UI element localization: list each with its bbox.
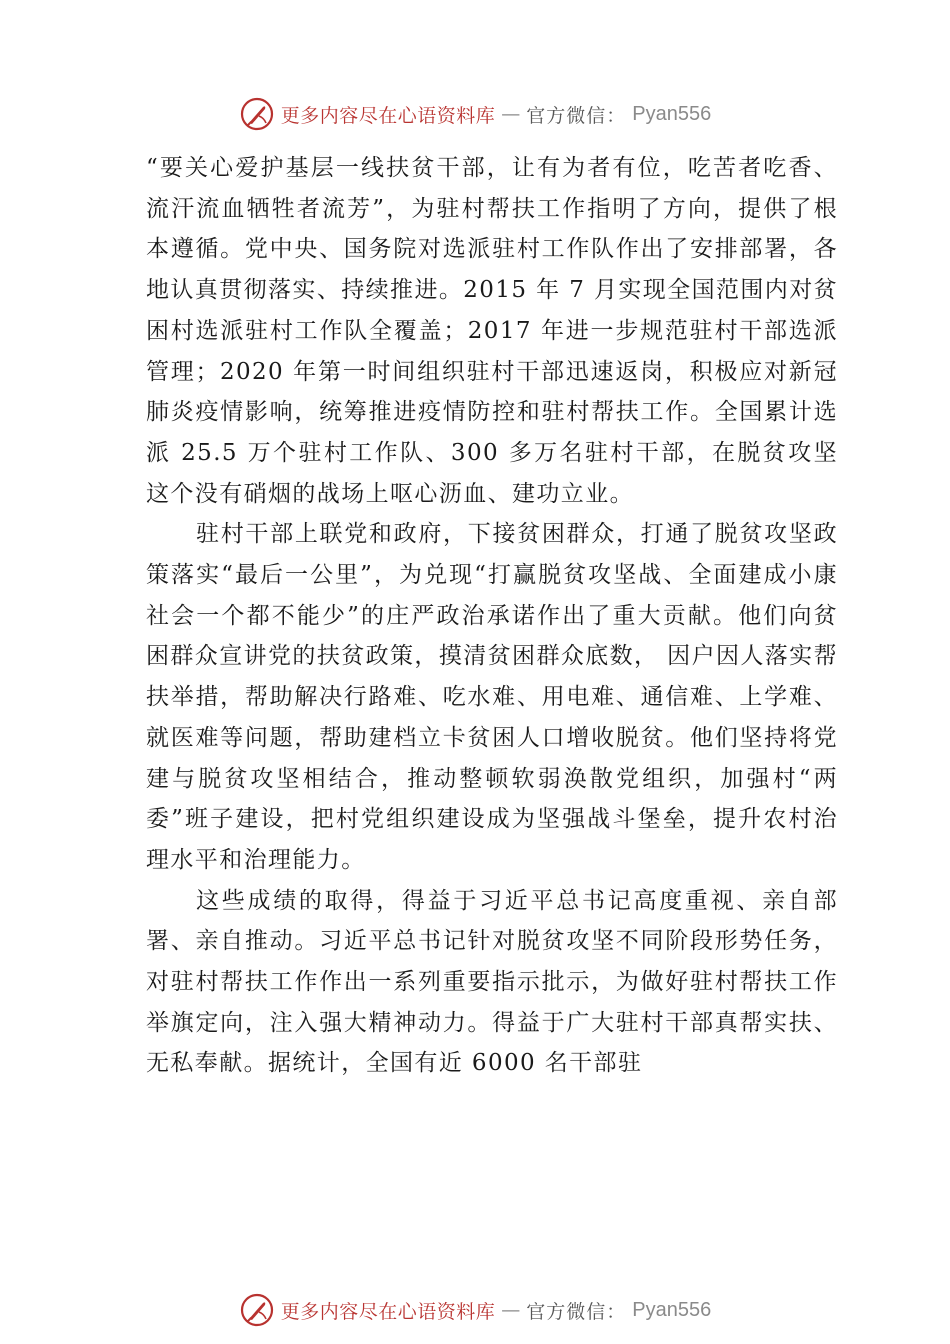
document-body [146, 148, 838, 1084]
header-dash: — [501, 103, 521, 125]
footer-account-id: Pyan556 [632, 1298, 712, 1321]
header-account-label: 官方微信： [526, 104, 627, 127]
footer-banner [0, 1290, 950, 1330]
quill-pen-circle-icon [239, 96, 275, 132]
header-account-id: Pyan556 [632, 102, 712, 125]
footer-slogan: 更多内容尽在心语资料库 [280, 1300, 496, 1323]
footer-dash: — [501, 1299, 521, 1321]
quill-pen-circle-icon [239, 1292, 275, 1328]
header-banner [0, 94, 950, 134]
footer-account-label: 官方微信： [526, 1300, 627, 1323]
paragraph-3: 这些成绩的取得，得益于习近平总书记高度重视、亲自部署、亲自推动。习近平总书记针对脱贫攻坚不同阶段形势任务，对驻村帮扶工作作出一系列重要指示批示，为做好驻村帮扶工作举旗定向，注入强大精神动力。得益于广大驻村干部真帮实扶、无私奉献。据统计，全国有近 6000 名干部驻 [146, 887, 838, 1077]
header-slogan: 更多内容尽在心语资料库 [280, 104, 496, 127]
paragraph-2: 驻村干部上联党和政府，下接贫困群众，打通了脱贫攻坚政策落实“最后一公里”，为兑现“打赢脱贫攻坚战、全面建成小康社会一个都不能少”的庄严政治承诺作出了重大贡献。他们向贫困群众宣讲党的扶贫政策，摸清贫困群众底数， 因户因人落实帮扶举措，帮助解决行路难、吃水难、用电难、通信难、上学难、就医难等问题，帮助建档立卡贫困人口增收脱贫。他们坚持将党建与脱贫攻坚相结合，推动整顿软弱涣散党组织，加强村“两委”班子建设，把村党组织建设成为坚强战斗堡垒，提升农村治理水平和治理能力。 [146, 521, 838, 873]
paragraph-1: “要关心爱护基层一线扶贫干部，让有为者有位，吃苦者吃香、流汗流血牺牲者流芳”，为驻村帮扶工作指明了方向，提供了根本遵循。党中央、国务院对选派驻村工作队作出了安排部署，各地认真贯彻落实、持续推进。2015 年 7 月实现全国范围内对贫困村选派驻村工作队全覆盖；2017 年进一步规范驻村干部选派管理；2020 年第一时间组织驻村干部迅速返岗，积极应对新冠肺炎疫情影响，统筹推进疫情防控和驻村帮扶工作。全国累计选派 25.5 万个驻村工作队、300 多万名驻村干部，在脱贫攻坚这个没有硝烟的战场上呕心沥血、建功立业。 [146, 155, 838, 507]
